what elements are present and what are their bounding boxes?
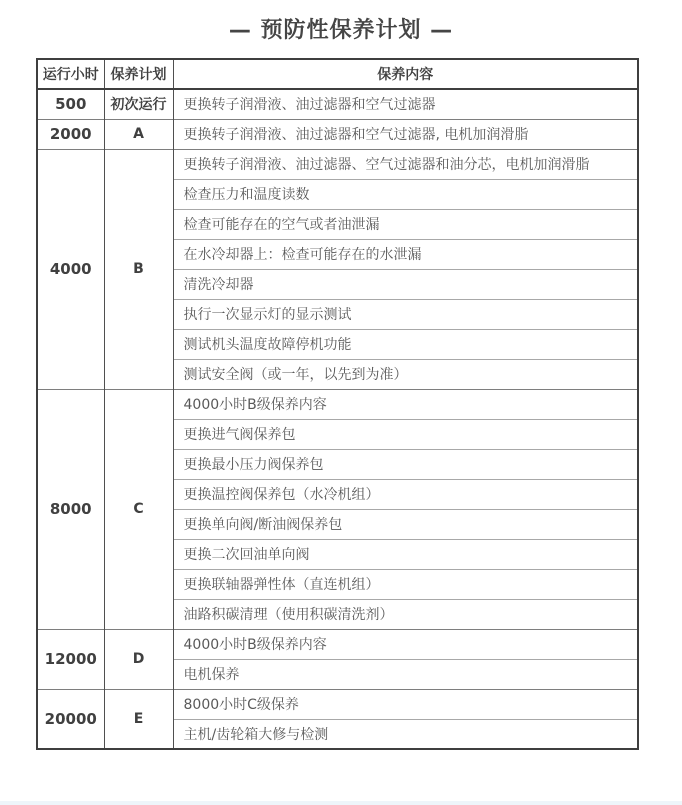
hours-cell: 4000 [37,149,104,389]
content-cell: 更换转子润滑液、油过滤器、空气过滤器和油分芯，电机加润滑脂 [173,149,638,179]
table-row [37,389,638,419]
content-cell: 8000小时C级保养 [173,689,638,719]
table-row [37,689,638,719]
plan-cell: E [104,689,173,749]
page-title: — 预防性保养计划 — [228,18,454,43]
bottom-strip [0,801,682,805]
content-cell: 主机/齿轮箱大修与检测 [173,719,638,749]
hours-cell: 2000 [37,119,104,149]
maintenance-schedule-table [36,58,639,750]
content-cell: 更换单向阀/断油阀保养包 [173,509,638,539]
content-cell: 执行一次显示灯的显示测试 [173,299,638,329]
hours-cell: 12000 [37,629,104,689]
hours-cell: 20000 [37,689,104,749]
table-row [37,629,638,659]
plan-cell: 初次运行 [104,89,173,119]
content-cell: 电机保养 [173,659,638,689]
content-cell: 4000小时B级保养内容 [173,629,638,659]
table-row [37,89,638,119]
content-cell: 测试机头温度故障停机功能 [173,329,638,359]
header-content: 保养内容 [173,59,638,89]
content-cell: 更换最小压力阀保养包 [173,449,638,479]
content-cell: 更换温控阀保养包（水冷机组） [173,479,638,509]
header-plan: 保养计划 [104,59,173,89]
content-cell: 检查压力和温度读数 [173,179,638,209]
plan-cell: A [104,119,173,149]
hours-cell: 8000 [37,389,104,629]
table-row [37,119,638,149]
content-cell: 测试安全阀（或一年，以先到为准） [173,359,638,389]
table-row [37,149,638,179]
content-cell: 在水冷却器上：检查可能存在的水泄漏 [173,239,638,269]
header-hours: 运行小时 [37,59,104,89]
content-cell: 油路积碳清理（使用积碳清洗剂） [173,599,638,629]
table-header-row [37,59,638,89]
hours-cell: 500 [37,89,104,119]
plan-cell: B [104,149,173,389]
content-cell: 更换联轴器弹性体（直连机组） [173,569,638,599]
plan-cell: C [104,389,173,629]
content-cell: 4000小时B级保养内容 [173,389,638,419]
content-cell: 检查可能存在的空气或者油泄漏 [173,209,638,239]
content-cell: 更换转子润滑液、油过滤器和空气过滤器 [173,89,638,119]
content-cell: 清洗冷却器 [173,269,638,299]
content-cell: 更换进气阀保养包 [173,419,638,449]
plan-cell: D [104,629,173,689]
content-cell: 更换转子润滑液、油过滤器和空气过滤器, 电机加润滑脂 [173,119,638,149]
content-cell: 更换二次回油单向阀 [173,539,638,569]
